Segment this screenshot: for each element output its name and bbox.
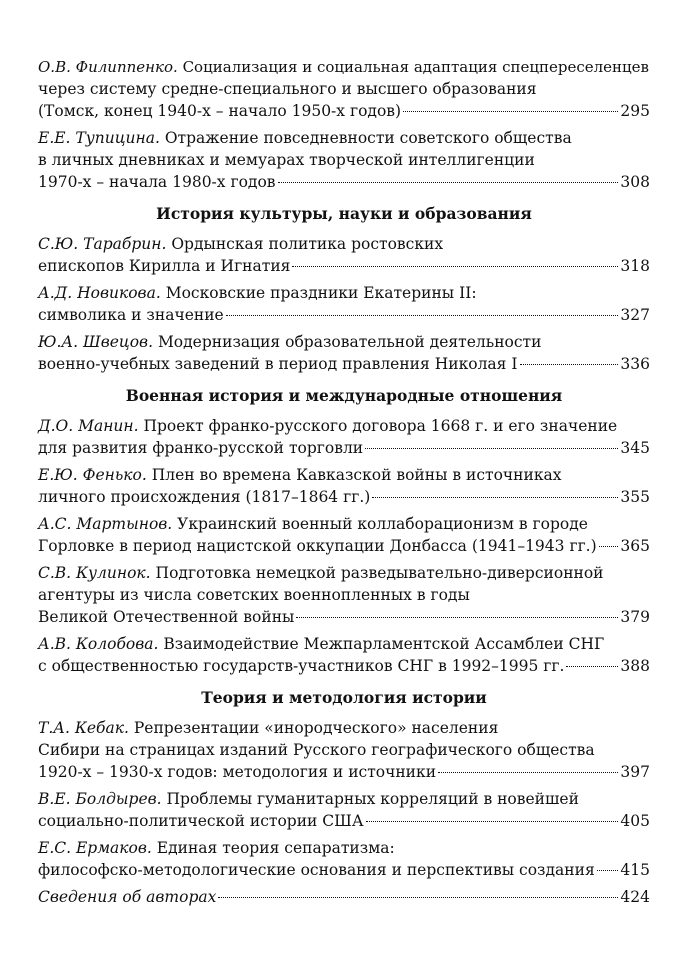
page-number: 345 bbox=[620, 439, 650, 457]
toc-entry-line bbox=[38, 562, 650, 584]
entry-text bbox=[38, 171, 276, 193]
entry-title-text: Великой Отечественной войны bbox=[38, 608, 295, 626]
section-title: Военная история и международные отношения bbox=[125, 386, 563, 405]
toc-entry-line bbox=[38, 127, 650, 149]
entry-author: А.С. Мартынов. bbox=[38, 515, 173, 533]
dot-leader bbox=[218, 897, 618, 898]
page-number: 379 bbox=[620, 608, 650, 626]
toc-entry-last-line bbox=[38, 655, 650, 677]
dot-leader bbox=[438, 772, 618, 773]
toc-entry-line bbox=[38, 633, 650, 655]
entry-title-text: через систему средне-специального и высшего образования bbox=[38, 80, 537, 98]
dot-leader bbox=[296, 617, 618, 618]
toc-entry-line bbox=[38, 788, 650, 810]
toc-entry-line bbox=[38, 513, 650, 535]
page-number: 415 bbox=[620, 861, 650, 879]
dot-leader bbox=[597, 870, 619, 871]
toc-entry-last-line bbox=[38, 486, 650, 508]
entry-title-text: Украинский военный коллаборационизм в городе bbox=[177, 515, 588, 533]
dot-leader bbox=[365, 448, 618, 449]
entry-text bbox=[38, 886, 216, 908]
entry-author: О.В. Филиппенко. bbox=[38, 58, 178, 76]
toc-entry-last-line bbox=[38, 255, 650, 277]
toc-entry[interactable] bbox=[38, 56, 650, 122]
entry-title-text: епископов Кирилла и Игнатия bbox=[38, 257, 291, 275]
entry-title-text: Подготовка немецкой разведывательно-диверсионной bbox=[155, 564, 604, 582]
entry-title-text: военно-учебных заведений в период правления Николая I bbox=[38, 355, 518, 373]
page-number: 295 bbox=[620, 102, 650, 120]
entry-title-text: личного происхождения (1817–1864 гг.) bbox=[38, 488, 371, 506]
toc-entry-line bbox=[38, 282, 650, 304]
toc-entry-last-line bbox=[38, 100, 650, 122]
entry-title-text: Ордынская политика ростовских bbox=[171, 235, 444, 253]
toc-entry-line bbox=[38, 415, 650, 437]
toc-entry-line bbox=[38, 78, 650, 100]
toc-section bbox=[38, 687, 650, 908]
toc-section bbox=[38, 56, 650, 193]
entry-author: Д.О. Манин. bbox=[38, 417, 139, 435]
toc-entry-last-line bbox=[38, 304, 650, 326]
entry-text bbox=[38, 655, 564, 677]
toc-section bbox=[38, 203, 650, 375]
entry-author: Ю.А. Швецов. bbox=[38, 333, 153, 351]
toc-entry[interactable] bbox=[38, 886, 650, 908]
entry-title-text: Социализация и социальная адаптация спецпереселенцев bbox=[182, 58, 650, 76]
toc-entry-line bbox=[38, 717, 650, 739]
toc-entry-line bbox=[38, 837, 650, 859]
toc-entry-line bbox=[38, 464, 650, 486]
entry-text bbox=[38, 486, 370, 508]
entry-title-text: 1970-х – начала 1980-х годов bbox=[38, 173, 276, 191]
toc-entry-last-line bbox=[38, 810, 650, 832]
toc-entry[interactable] bbox=[38, 562, 650, 628]
entry-text bbox=[38, 859, 595, 881]
toc-entry-line bbox=[38, 149, 650, 171]
toc-entry[interactable] bbox=[38, 331, 650, 375]
entry-title-text: с общественностью государств-участников СНГ в 1992–1995 гг. bbox=[38, 657, 565, 675]
entry-text bbox=[38, 761, 436, 783]
toc-entry-line bbox=[38, 584, 650, 606]
entry-author: С.В. Кулинок. bbox=[38, 564, 151, 582]
dot-leader bbox=[278, 182, 619, 183]
section-title: Теория и методология истории bbox=[201, 688, 487, 707]
entry-title-text: Репрезентации «инородческого» населения bbox=[133, 719, 499, 737]
entry-text bbox=[38, 437, 363, 459]
page-number: 318 bbox=[620, 257, 650, 275]
dot-leader bbox=[292, 266, 618, 267]
toc-entry[interactable] bbox=[38, 415, 650, 459]
table-of-contents bbox=[38, 56, 650, 913]
entry-text bbox=[38, 535, 597, 557]
entry-author: А.Д. Новикова. bbox=[38, 284, 161, 302]
section-title: История культуры, науки и образования bbox=[156, 204, 532, 223]
page-number: 397 bbox=[620, 763, 650, 781]
toc-entry[interactable] bbox=[38, 282, 650, 326]
toc-entry-last-line bbox=[38, 886, 650, 908]
entry-author: С.Ю. Тарабрин. bbox=[38, 235, 167, 253]
entry-title-text: социально-политической истории США bbox=[38, 812, 364, 830]
entry-title-text: Единая теория сепаратизма: bbox=[156, 839, 395, 857]
entry-author: А.В. Колобова. bbox=[38, 635, 159, 653]
entry-title-text: Горловке в период нацистской оккупации Донбасса (1941–1943 гг.) bbox=[38, 537, 597, 555]
toc-entry-last-line bbox=[38, 437, 650, 459]
entry-author: В.Е. Болдырев. bbox=[38, 790, 162, 808]
entry-text bbox=[38, 810, 364, 832]
toc-entry[interactable] bbox=[38, 233, 650, 277]
toc-entry-line bbox=[38, 56, 650, 78]
page-number: 308 bbox=[620, 173, 650, 191]
toc-entry-last-line bbox=[38, 606, 650, 628]
entry-text bbox=[38, 304, 224, 326]
toc-entry-last-line bbox=[38, 535, 650, 557]
entry-text bbox=[38, 353, 518, 375]
entry-text bbox=[38, 606, 294, 628]
dot-leader bbox=[599, 546, 619, 547]
entry-title-text: Сибири на страницах изданий Русского географического общества bbox=[38, 741, 595, 759]
entry-title-text: философско-методологические основания и перспективы создания bbox=[38, 861, 595, 879]
page-number: 388 bbox=[620, 657, 650, 675]
entry-title-text: символика и значение bbox=[38, 306, 224, 324]
toc-entry[interactable] bbox=[38, 513, 650, 557]
toc-entry-line bbox=[38, 233, 650, 255]
toc-entry[interactable] bbox=[38, 127, 650, 193]
dot-leader bbox=[403, 111, 618, 112]
entry-text bbox=[38, 255, 290, 277]
entry-author: Е.С. Ермаков. bbox=[38, 839, 152, 857]
entry-title-text: Отражение повседневности советского общества bbox=[164, 129, 572, 147]
entry-author: Е.Ю. Фенько. bbox=[38, 466, 147, 484]
page-number: 336 bbox=[620, 355, 650, 373]
toc-entry[interactable] bbox=[38, 633, 650, 677]
toc-entry[interactable] bbox=[38, 837, 650, 881]
entry-author: Т.А. Кебак. bbox=[38, 719, 129, 737]
page-number: 355 bbox=[620, 488, 650, 506]
entry-title-text: для развития франко-русской торговли bbox=[38, 439, 364, 457]
dot-leader bbox=[566, 666, 618, 667]
toc-section bbox=[38, 385, 650, 677]
toc-entry[interactable] bbox=[38, 788, 650, 832]
toc-entry-line bbox=[38, 739, 650, 761]
page-number: 405 bbox=[620, 812, 650, 830]
dot-leader bbox=[366, 821, 619, 822]
entry-title-text: в личных дневниках и мемуарах творческой интеллигенции bbox=[38, 151, 535, 169]
entry-title-text: агентуры из числа советских военнопленных в годы bbox=[38, 586, 470, 604]
entry-title-text: Проект франко-русского договора 1668 г. и его значение bbox=[143, 417, 618, 435]
entry-title-italic: Сведения об авторах bbox=[38, 888, 217, 906]
toc-entry[interactable] bbox=[38, 464, 650, 508]
entry-title-text: (Томск, конец 1940-х – начало 1950-х годов) bbox=[38, 102, 402, 120]
dot-leader bbox=[226, 315, 619, 316]
dot-leader bbox=[372, 497, 618, 498]
entry-title-text: Московские праздники Екатерины II: bbox=[165, 284, 477, 302]
toc-entry-last-line bbox=[38, 859, 650, 881]
entry-title-text: Проблемы гуманитарных корреляций в новейшей bbox=[166, 790, 579, 808]
toc-entry-last-line bbox=[38, 171, 650, 193]
entry-title-text: Модернизация образовательной деятельности bbox=[157, 333, 542, 351]
page-number: 327 bbox=[620, 306, 650, 324]
entry-title-text: Взаимодействие Межпарламентской Ассамблеи СНГ bbox=[163, 635, 605, 653]
page-number: 424 bbox=[620, 888, 650, 906]
toc-entry[interactable] bbox=[38, 717, 650, 783]
dot-leader bbox=[520, 364, 619, 365]
entry-title-text: Плен во времена Кавказской войны в источниках bbox=[151, 466, 562, 484]
entry-title-text: 1920-х – 1930-х годов: методология и источники bbox=[38, 763, 437, 781]
toc-entry-last-line bbox=[38, 353, 650, 375]
toc-entry-last-line bbox=[38, 761, 650, 783]
entry-author: Е.Е. Тупицина. bbox=[38, 129, 160, 147]
toc-entry-line bbox=[38, 331, 650, 353]
page-number: 365 bbox=[620, 537, 650, 555]
entry-text bbox=[38, 100, 401, 122]
